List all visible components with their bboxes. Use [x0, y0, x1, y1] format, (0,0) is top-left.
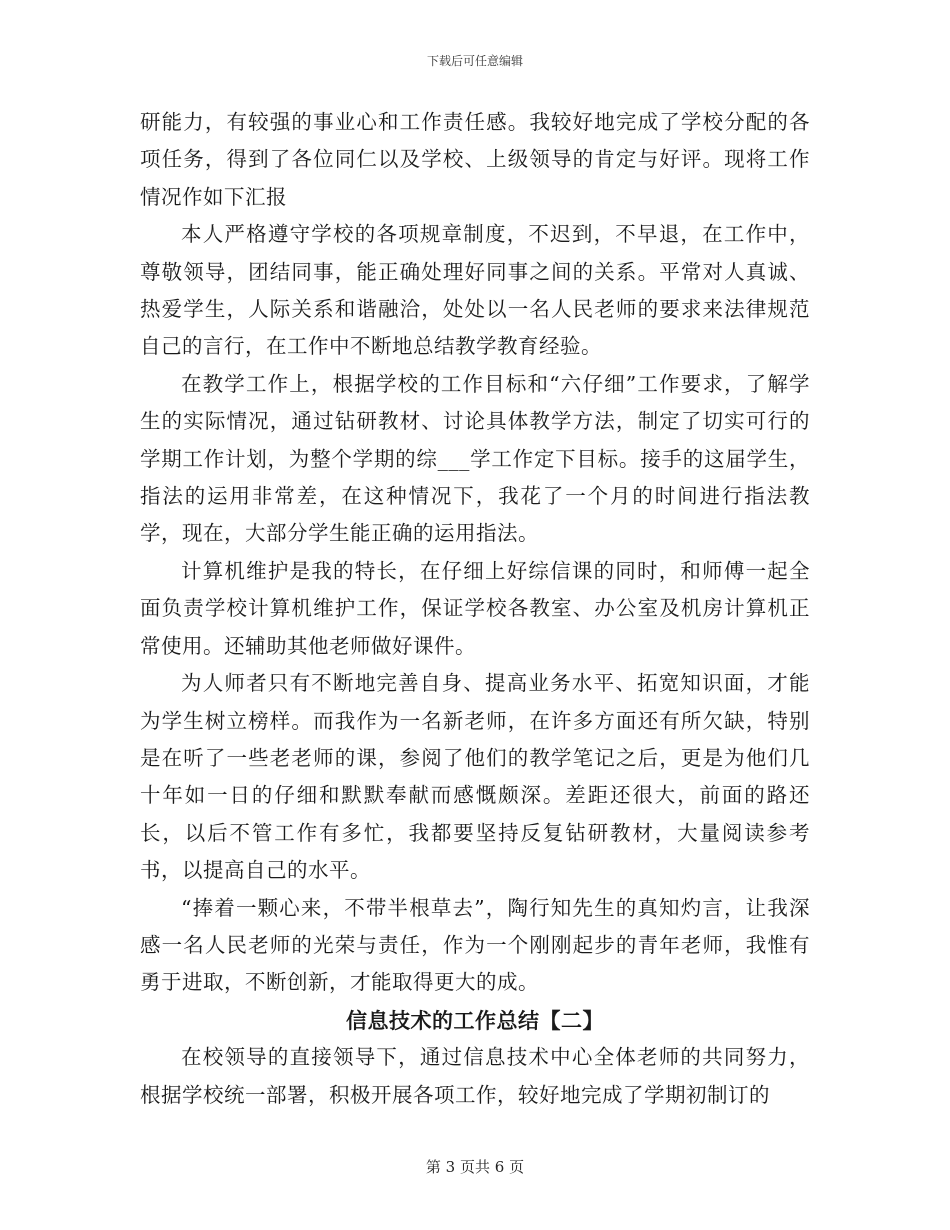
paragraph-teaching: 在教学工作上，根据学校的工作目标和“六仔细”工作要求，了解学生的实际情况，通过钻研教材、讨论具体教学方法，制定了切实可行的学期工作计划，为整个学期的综___学工作定下目标。接手的这届学生，指法的运用非常差，在这种情况下，我花了一个月的时间进行指法教学，现在，大部分学生能正确的运用指法。	[140, 371, 810, 546]
document-body	[140, 104, 810, 1114]
paragraph-section-intro: 在校领导的直接领导下，通过信息技术中心全体老师的共同努力，根据学校统一部署，积极开展各项工作，较好地完成了学期初制订的	[140, 1045, 810, 1107]
page-header: 下载后可任意编辑	[426, 54, 523, 68]
page-number: 第 3 页共 6 页	[425, 1158, 525, 1176]
section-title: 信息技术的工作总结【二】	[346, 1007, 604, 1033]
paragraph-rules: 本人严格遵守学校的各项规章制度，不迟到，不早退，在工作中，尊敬领导，团结同事，能正确处理好同事之间的关系。平常对人真诚、热爱学生，人际关系和谐融洽，处处以一名人民老师的要求来法律规范自己的言行，在工作中不断地总结教学教育经验。	[140, 222, 810, 359]
paragraph-quote: “捧着一颗心来，不带半根草去”，陶行知先生的真知灼言，让我深感一名人民老师的光荣与责任，作为一个刚刚起步的青年老师，我惟有勇于进取，不断创新，才能取得更大的成。	[140, 895, 810, 995]
paragraph-self-improvement: 为人师者只有不断地完善自身、提高业务水平、拓宽知识面，才能为学生树立榜样。而我作为一名新老师，在许多方面还有所欠缺，特别是在听了一些老老师的课，参阅了他们的教学笔记之后，更是为他们几十年如一日的仔细和默默奉献而感慨颇深。差距还很大，前面的路还长，以后不管工作有多忙，我都要坚持反复钻研教材，大量阅读参考书，以提高自己的水平。	[140, 671, 810, 883]
paragraph-maintenance: 计算机维护是我的特长，在仔细上好综信课的同时，和师傅一起全面负责学校计算机维护工作，保证学校各教室、办公室及机房计算机正常使用。还辅助其他老师做好课件。	[140, 558, 810, 658]
paragraph-continued: 研能力，有较强的事业心和工作责任感。我较好地完成了学校分配的各项任务，得到了各位同仁以及学校、上级领导的肯定与好评。现将工作情况作如下汇报	[140, 110, 810, 209]
